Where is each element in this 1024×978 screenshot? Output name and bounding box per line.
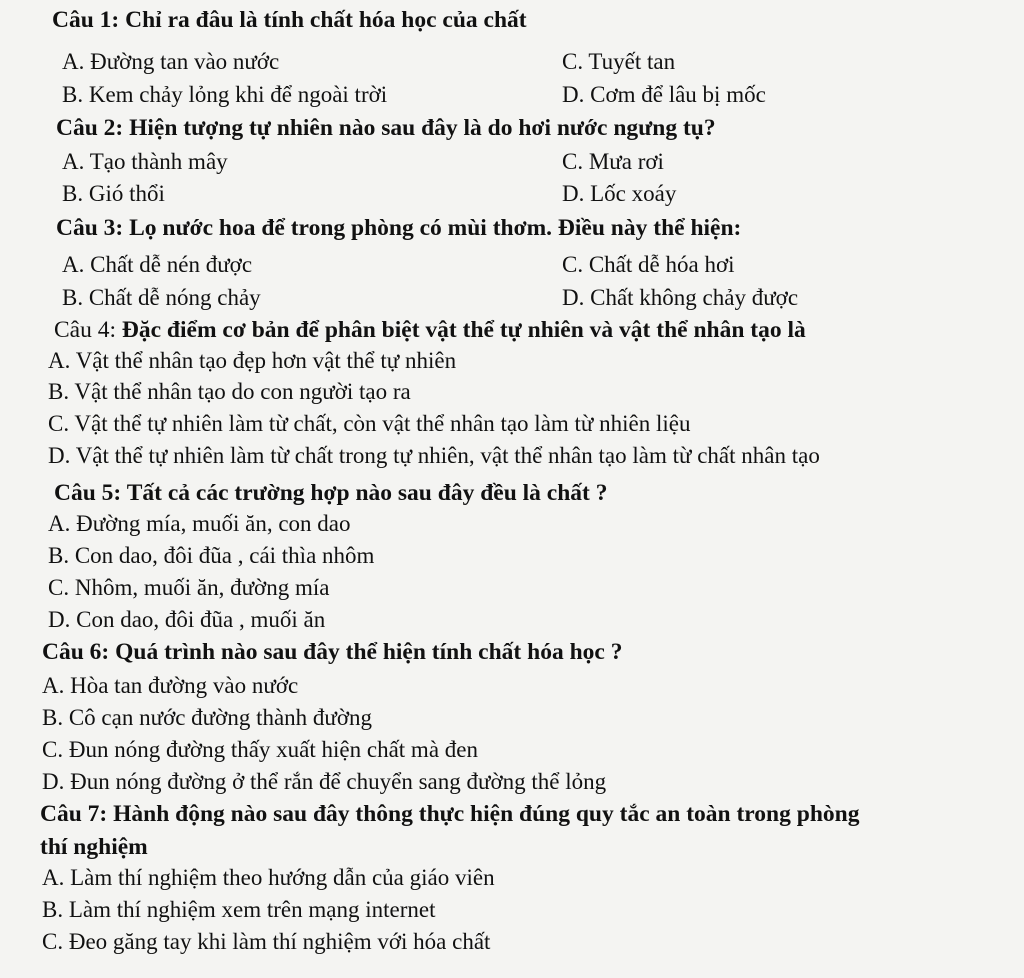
question-5-label: Câu 5: [54, 480, 122, 506]
question-3-label: Câu 3: [56, 215, 124, 241]
question-3-text: Lọ nước hoa để trong phòng có mùi thơm. Điều này thể hiện: [129, 215, 742, 241]
question-6 [42, 638, 622, 666]
question-3-option-c: C. Chất dễ hóa hơi [562, 252, 735, 277]
question-6-text: Quá trình nào sau đây thể hiện tính chất hóa học ? [115, 639, 623, 665]
question-2 [56, 114, 716, 142]
question-5-option-c: C. Nhôm, muối ăn, đường mía [48, 575, 330, 600]
question-4-option-b: B. Vật thể nhân tạo do con người tạo ra [48, 379, 411, 404]
question-6-option-c: C. Đun nóng đường thấy xuất hiện chất mà đen [42, 737, 478, 762]
question-7 [40, 800, 859, 828]
question-4 [54, 316, 806, 344]
question-1-option-a: A. Đường tan vào nước [62, 49, 280, 74]
question-2-option-c: C. Mưa rơi [562, 149, 664, 174]
question-6-label: Câu 6: [42, 639, 110, 665]
question-7-option-b: B. Làm thí nghiệm xem trên mạng internet [42, 897, 436, 922]
question-7-text-line1: Hành động nào sau đây thông thực hiện đúng quy tắc an toàn trong phòng [113, 801, 860, 827]
question-4-text: Đặc điểm cơ bản để phân biệt vật thể tự nhiên và vật thể nhân tạo là [121, 317, 806, 343]
question-1-label: Câu 1: [52, 7, 120, 33]
question-3-option-d: D. Chất không chảy được [562, 285, 799, 310]
question-4-option-d: D. Vật thể tự nhiên làm từ chất trong tự nhiên, vật thể nhân tạo làm từ chất nhân tạo [48, 443, 820, 468]
question-1 [52, 6, 527, 34]
question-7-label: Câu 7: [40, 801, 108, 827]
question-1-text: Chỉ ra đâu là tính chất hóa học của chất [125, 7, 527, 33]
question-6-option-a: A. Hòa tan đường vào nước [42, 673, 299, 698]
question-1-option-d: D. Cơm để lâu bị mốc [562, 82, 766, 107]
question-2-text: Hiện tượng tự nhiên nào sau đây là do hơi nước ngưng tụ? [129, 115, 716, 141]
question-1-option-c: C. Tuyết tan [562, 49, 676, 74]
question-4-label: Câu 4: [54, 317, 117, 343]
question-3-option-b: B. Chất dễ nóng chảy [62, 285, 261, 310]
question-5-option-b: B. Con dao, đôi đũa , cái thìa nhôm [48, 543, 375, 568]
question-7-text-line2: thí nghiệm [40, 834, 148, 860]
question-4-option-c: C. Vật thể tự nhiên làm từ chất, còn vật thể nhân tạo làm từ nhiên liệu [48, 411, 691, 436]
question-2-option-b: B. Gió thổi [62, 181, 165, 206]
question-4-option-a: A. Vật thể nhân tạo đẹp hơn vật thể tự nhiên [48, 348, 457, 373]
question-2-option-d: D. Lốc xoáy [562, 181, 677, 206]
question-5-text: Tất cả các trường hợp nào sau đây đều là chất ? [126, 480, 608, 506]
question-5 [54, 479, 608, 507]
question-3 [56, 214, 741, 242]
question-3-option-a: A. Chất dễ nén được [62, 252, 253, 277]
question-6-option-d: D. Đun nóng đường ở thể rắn để chuyển sang đường thể lỏng [42, 769, 607, 794]
question-6-option-b: B. Cô cạn nước đường thành đường [42, 705, 373, 730]
question-7-option-c: C. Đeo găng tay khi làm thí nghiệm với hóa chất [42, 929, 491, 954]
question-5-option-a: A. Đường mía, muối ăn, con dao [48, 511, 351, 536]
question-2-option-a: A. Tạo thành mây [62, 149, 228, 174]
question-5-option-d: D. Con dao, đôi đũa , muối ăn [48, 607, 326, 632]
question-1-option-b: B. Kem chảy lỏng khi để ngoài trời [62, 82, 388, 107]
question-2-label: Câu 2: [56, 115, 124, 141]
question-7-option-a: A. Làm thí nghiệm theo hướng dẫn của giáo viên [42, 865, 495, 890]
